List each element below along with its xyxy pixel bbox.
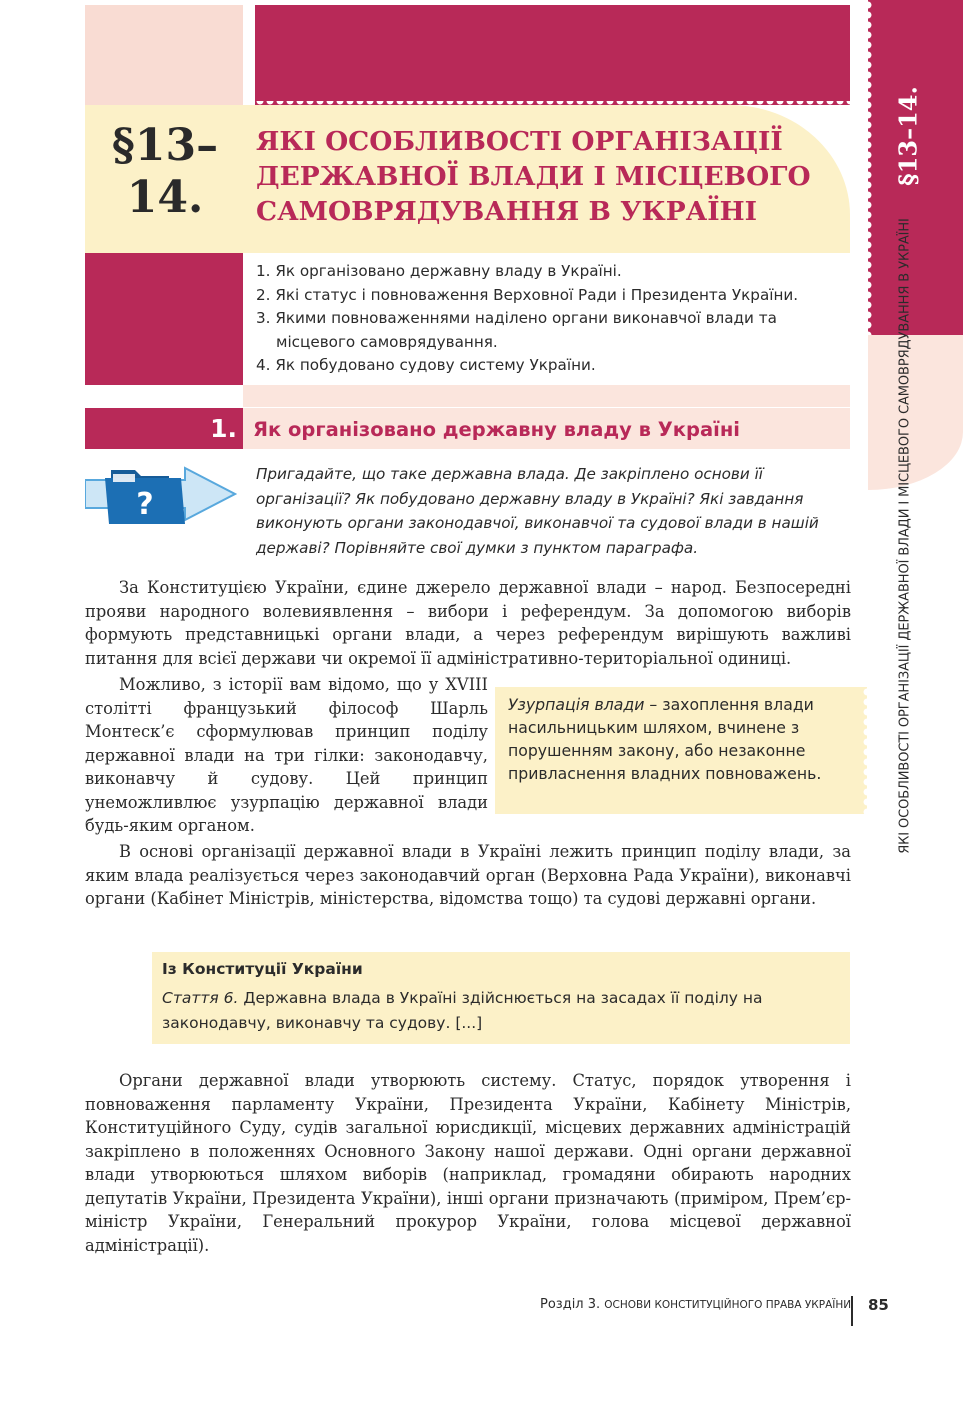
definition-body: – захоплення влади насильницьким шляхом, вчинене з порушенням закону, або незаконне привласнення владних повноважень. bbox=[508, 695, 822, 783]
header-crimson-left-block bbox=[85, 253, 243, 385]
section-title: Як організовано державну владу в Україні bbox=[253, 418, 740, 441]
remember-text: Пригадайте, що таке державна влада. Де закріплено основи її організації? Як побудовано державну владу в Україні? Які завдання виконують органи законодавчої, виконавчої та судової влади в нашій державі? Порівняйте свої думки з пунктом параграфа. bbox=[256, 465, 819, 557]
definition-term: Узурпація влади bbox=[508, 695, 645, 714]
list-item: 2. Які статус і повноваження Верховної Ради і Президента України. bbox=[256, 285, 799, 304]
page-number: 85 bbox=[868, 1296, 889, 1314]
list-item: 3. Якими повноваженнями наділено органи виконавчої влади та місцевого самоврядування. bbox=[256, 309, 777, 351]
quote-body: Державна влада в Україні здійснюється на засадах її поділу на законодавчу, виконавчу та судову. [...] bbox=[162, 989, 763, 1032]
page-title: ЯКІ ОСОБЛИВОСТІ ОРГАНІЗАЦІЇ ДЕРЖАВНОЇ ВЛАДИ І МІСЦЕВОГО САМОВРЯДУВАННЯ В УКРАЇНІ bbox=[256, 126, 811, 227]
quote-article: Стаття 6. bbox=[162, 989, 239, 1007]
paragraph-number-line2: 14. bbox=[126, 172, 204, 223]
header-pink-strip bbox=[243, 385, 850, 407]
body-paragraph-4: Органи державної влади утворюють систему. Статус, порядок утворення і повноваження парламенту України, Президента України, Кабінету Міністрів, Конституційного Суду, судів загальної юрисдикції, місцевих державних адміністрацій закріплено в положеннях Основного Закону нашої держави. Одні органи державної влади утворюються шляхом виборів (наприклад, громадяни обирають народних депутатів України, Президента України), інші органи призначають (приміром, Прем’єр-міністр України, Генеральний прокурор України, голова місцевої державної адміністрації). bbox=[85, 1071, 851, 1255]
section-number: 1. bbox=[210, 414, 237, 443]
side-tab-title: ЯКІ ОСОБЛИВОСТІ ОРГАНІЗАЦІЇ ДЕРЖАВНОЇ ВЛАДИ І МІСЦЕВОГО САМОВРЯДУВАННЯ В УКРАЇНІ bbox=[897, 217, 913, 854]
paragraph-number-line1: §13– bbox=[111, 120, 219, 171]
quote-title: Із Конституції України bbox=[162, 960, 363, 978]
perforated-edge bbox=[85, 381, 243, 389]
footer-section-name: ОСНОВИ КОНСТИТУЦІЙНОГО ПРАВА УКРАЇНИ bbox=[604, 1299, 852, 1311]
footer-section bbox=[540, 1297, 851, 1312]
body-paragraph-2: Можливо, з історії вам відомо, що у XVIII столітті французький філософ Шарль Монтеск’є сформулював принцип поділу державної влади на три гілки: законодавчу, виконавчу й судову. Цей принцип унеможливлює узурпацію державної влади будь-яким органом. bbox=[85, 675, 488, 835]
side-tab-number-wrap bbox=[885, 82, 931, 190]
svg-text:?: ? bbox=[136, 487, 154, 522]
side-tab-number: §13–14. bbox=[893, 86, 923, 186]
footer-section-label: Розділ 3. bbox=[540, 1297, 601, 1312]
list-item: 1. Як організовано державну владу в Україні. bbox=[256, 262, 622, 280]
footer-divider bbox=[851, 1296, 853, 1326]
paragraph-number bbox=[85, 120, 245, 224]
header-crimson-block bbox=[255, 5, 850, 105]
body-paragraph-1: За Конституцією України, єдине джерело державної влади – народ. Безпосередні прояви народного волевиявлення – вибори і референдум. За допомогою виборів формують представницькі органи влади, а через референдум вирішують важливі питання для всієї держави чи окремої її адміністративно-територіальної одиниці. bbox=[85, 578, 851, 668]
questions-list bbox=[256, 260, 851, 378]
body-paragraph-3: В основі організації державної влади в Україні лежить принцип поділу влади, за яким влада реалізується через законодавчий орган (Верховна Рада України), виконавчі органи (Кабінет Міністрів, міністерства, відомства тощо) та судові державні органи. bbox=[85, 842, 851, 908]
folder-question-icon bbox=[85, 462, 237, 526]
header-pink-block bbox=[85, 5, 243, 105]
definition-text bbox=[508, 693, 848, 785]
quote-text bbox=[162, 986, 842, 1036]
list-item: 4. Як побудовано судову систему України. bbox=[256, 356, 596, 374]
side-tab-title-wrap bbox=[890, 198, 920, 873]
